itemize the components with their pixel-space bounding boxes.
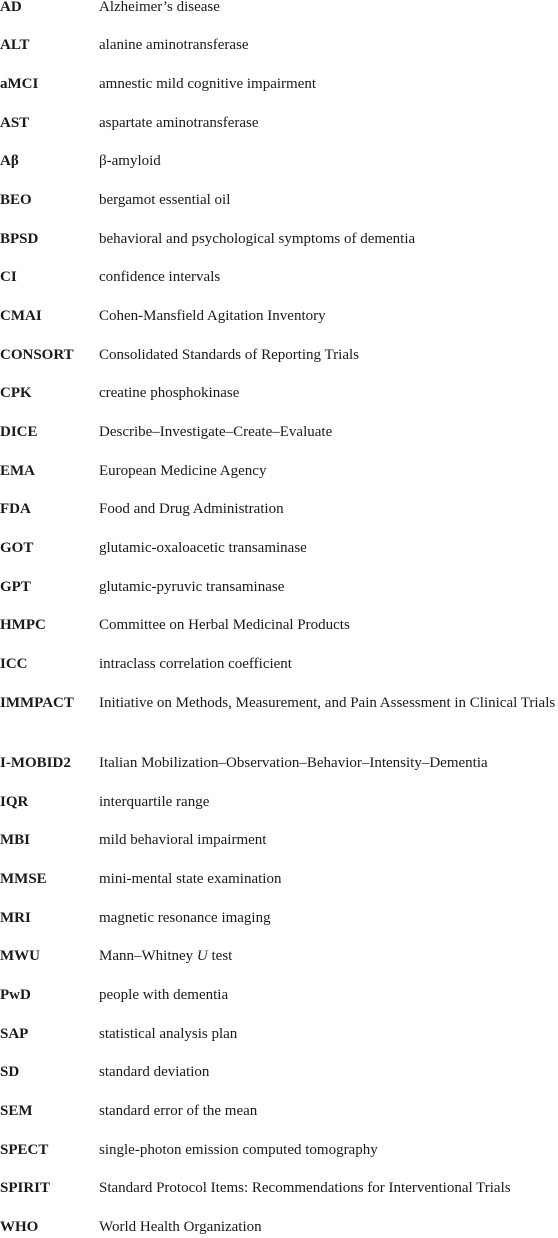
- abbreviation-row: [0, 539, 558, 557]
- abbreviation-definition: β-amyloid: [99, 153, 161, 169]
- abbreviation-row: [0, 793, 558, 811]
- abbreviation-row: [0, 230, 558, 248]
- abbreviation-definition: intraclass correlation coefficient: [99, 656, 292, 672]
- abbreviation-definition: European Medicine Agency: [99, 463, 267, 479]
- abbreviation-row: [0, 500, 558, 518]
- abbreviation-row: [0, 307, 558, 325]
- abbreviation-row: [0, 1102, 558, 1120]
- abbreviation-term: AST: [0, 115, 30, 131]
- abbreviation-definition: Cohen-Mansfield Agitation Inventory: [99, 308, 326, 324]
- abbreviation-definition: Committee on Herbal Medicinal Products: [99, 617, 350, 633]
- abbreviation-row: [0, 870, 558, 888]
- abbreviation-row: [0, 114, 558, 132]
- abbreviation-row: [0, 1063, 558, 1081]
- abbreviation-definition: World Health Organization: [99, 1219, 262, 1235]
- abbreviation-row: [0, 462, 558, 480]
- abbreviation-term: BEO: [0, 192, 32, 208]
- abbreviation-row: [0, 754, 558, 772]
- abbreviation-definition: people with dementia: [99, 987, 229, 1003]
- abbreviation-definition: Italian Mobilization–Observation–Behavior–Intensity–Dementia: [99, 755, 488, 771]
- abbreviation-row: [0, 384, 558, 402]
- abbreviation-row: [0, 268, 558, 286]
- abbreviation-row: [0, 655, 558, 673]
- abbreviation-definition: behavioral and psychological symptoms of dementia: [99, 231, 416, 247]
- abbreviation-definition: Describe–Investigate–Create–Evaluate: [99, 424, 333, 440]
- abbreviation-definition: amnestic mild cognitive impairment: [99, 76, 317, 92]
- abbreviation-definition: glutamic-pyruvic transaminase: [99, 579, 285, 595]
- abbreviation-row: [0, 1025, 558, 1043]
- abbreviation-row: [0, 346, 558, 364]
- abbreviation-definition: aspartate aminotransferase: [99, 115, 259, 131]
- abbreviation-term: SPIRIT: [0, 1180, 51, 1196]
- abbreviation-definition: interquartile range: [99, 794, 210, 810]
- abbreviation-definition: mild behavioral impairment: [99, 832, 267, 848]
- abbreviation-term: aMCI: [0, 76, 39, 92]
- abbreviation-row: [0, 1179, 558, 1197]
- abbreviation-definition: Standard Protocol Items: Recommendations for Interventional Trials: [99, 1180, 511, 1196]
- abbreviation-definition: standard error of the mean: [99, 1103, 258, 1119]
- abbreviation-definition: standard deviation: [99, 1064, 210, 1080]
- abbreviation-term: CPK: [0, 385, 32, 401]
- abbreviation-term: Aβ: [0, 153, 19, 169]
- abbreviation-definition: statistical analysis plan: [99, 1026, 238, 1042]
- abbreviation-row: [0, 616, 558, 634]
- abbreviation-row: [0, 578, 558, 596]
- abbreviation-term: BPSD: [0, 231, 39, 247]
- abbreviation-definition: glutamic-oxaloacetic transaminase: [99, 540, 307, 556]
- abbreviation-definition: Initiative on Methods, Measurement, and Pain Assessment in Clinical Trials: [99, 695, 556, 711]
- abbreviation-term: MRI: [0, 910, 31, 926]
- abbreviation-row: [0, 1141, 558, 1159]
- abbreviation-term: CMAI: [0, 308, 42, 324]
- abbreviation-row: [0, 191, 558, 209]
- u-statistic-symbol: U: [196, 948, 208, 964]
- abbreviation-term: DICE: [0, 424, 38, 440]
- abbreviation-row: [0, 909, 558, 927]
- abbreviation-term: MMSE: [0, 871, 47, 887]
- abbreviation-row: [0, 75, 558, 93]
- abbreviation-definition: Consolidated Standards of Reporting Trials: [99, 347, 359, 363]
- abbreviation-definition: Alzheimer’s disease: [99, 0, 220, 15]
- abbreviation-term: HMPC: [0, 617, 46, 633]
- abbreviation-definition: creatine phosphokinase: [99, 385, 240, 401]
- abbreviation-row: [0, 36, 558, 54]
- abbreviation-term: SAP: [0, 1026, 29, 1042]
- abbreviation-row: [0, 152, 558, 170]
- abbreviation-definition: Food and Drug Administration: [99, 501, 284, 517]
- abbreviation-row: [0, 831, 558, 849]
- abbreviation-definition: bergamot essential oil: [99, 192, 231, 208]
- abbreviation-term: CI: [0, 269, 17, 285]
- abbreviation-term: SEM: [0, 1103, 33, 1119]
- abbreviation-definition: magnetic resonance imaging: [99, 910, 271, 926]
- abbreviation-term: SPECT: [0, 1142, 49, 1158]
- abbreviation-term: MWU: [0, 948, 40, 964]
- abbreviation-term: ICC: [0, 656, 28, 672]
- abbreviation-row: [0, 0, 558, 16]
- abbreviation-term: CONSORT: [0, 347, 74, 363]
- abbreviation-term: IQR: [0, 794, 29, 810]
- abbreviation-row: [0, 986, 558, 1004]
- abbreviation-term: PwD: [0, 987, 31, 1003]
- abbreviation-term: IMMPACT: [0, 695, 74, 711]
- abbreviation-definition: confidence intervals: [99, 269, 221, 285]
- abbreviation-row: [0, 947, 558, 965]
- abbreviation-term: MBI: [0, 832, 30, 848]
- abbreviation-definition: single-photon emission computed tomography: [99, 1142, 378, 1158]
- abbreviation-row: [0, 423, 558, 441]
- abbreviation-term: FDA: [0, 501, 31, 517]
- abbreviation-term: AD: [0, 0, 22, 15]
- abbreviation-term: WHO: [0, 1219, 39, 1235]
- abbreviation-term: I-MOBID2: [0, 755, 71, 771]
- abbreviation-term: GPT: [0, 579, 31, 595]
- abbreviation-definition: mini-mental state examination: [99, 871, 282, 887]
- abbreviation-row: [0, 1218, 558, 1236]
- abbreviation-term: ALT: [0, 37, 30, 53]
- abbreviation-row: [0, 694, 558, 712]
- abbreviation-term: SD: [0, 1064, 20, 1080]
- abbreviation-definition: Mann–Whitney U test: [99, 948, 233, 964]
- abbreviation-term: GOT: [0, 540, 34, 556]
- abbreviation-definition: alanine aminotransferase: [99, 37, 249, 53]
- abbreviation-term: EMA: [0, 463, 35, 479]
